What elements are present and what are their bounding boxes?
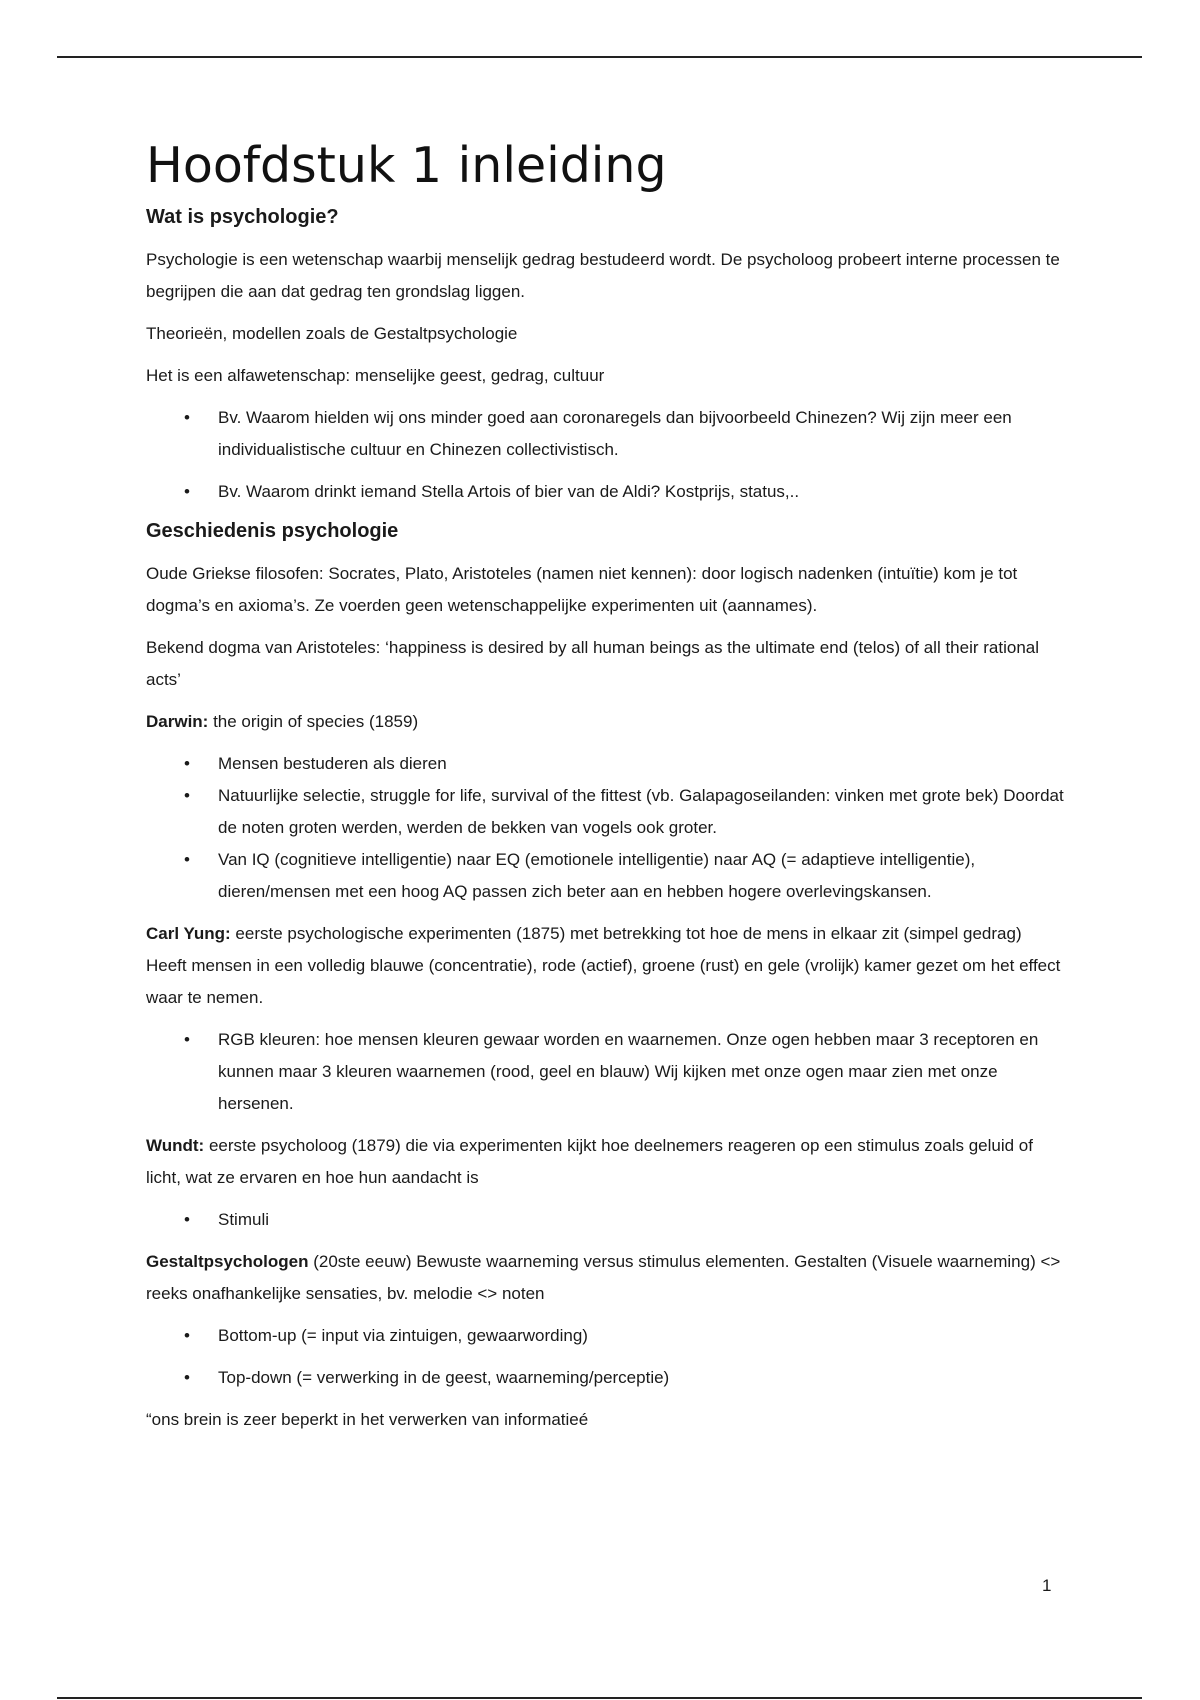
list-item: • Bottom-up (= input via zintuigen, gewaarwording) — [146, 1320, 1066, 1352]
bullet-icon: • — [184, 1210, 190, 1230]
page-title: Hoofdstuk 1 inleiding — [146, 137, 667, 194]
wundt-label: Wundt: — [146, 1136, 205, 1156]
gestalt-paragraph: Gestaltpsychologen (20ste eeuw) Bewuste waarneming versus stimulus elementen. Gestalten (Visuele waarneming) <> reeks onafhankelijke sensaties, bv. melodie <> noten — [146, 1252, 1061, 1304]
list-item: • Mensen bestuderen als dieren — [146, 748, 1066, 780]
document-body — [146, 138, 1066, 1446]
yung-label: Carl Yung: — [146, 924, 231, 944]
bullet-list — [146, 1320, 1066, 1394]
list-item: • Van IQ (cognitieve intelligentie) naar EQ (emotionele intelligentie) naar AQ (= adaptieve intelligentie), dieren/mensen met een hoog AQ passen zich beter aan en hebben hogere overlevingskansen. — [146, 844, 1066, 908]
bullet-icon: • — [184, 1368, 190, 1388]
list-item: • Stimuli — [146, 1204, 1066, 1236]
paragraph: Oude Griekse filosofen: Socrates, Plato, Aristoteles (namen niet kennen): door logisch nadenken (intuïtie) kom je tot dogma’s en axioma’s. Ze voerden geen wetenschappelijke experimenten uit (aannames). — [146, 564, 1018, 616]
bullet-list — [146, 1204, 1066, 1236]
bullet-icon: • — [184, 1030, 190, 1050]
paragraph: Theorieën, modellen zoals de Gestaltpsychologie — [146, 324, 518, 344]
header-rule — [57, 56, 1142, 58]
yung-paragraph: Carl Yung: eerste psychologische experimenten (1875) met betrekking tot hoe de mens in elkaar zit (simpel gedrag) Heeft mensen in een volledig blauwe (concentratie), rode (actief), groene (rust) en gele (vrolijk) kamer gezet om het effect waar te nemen. — [146, 924, 1061, 1008]
quote-paragraph: “ons brein is zeer beperkt in het verwerken van informatieé — [146, 1410, 589, 1430]
bullet-list — [146, 1024, 1066, 1120]
footer-rule — [57, 1697, 1142, 1699]
section-heading-history: Geschiedenis psychologie — [146, 520, 399, 543]
bullet-icon: • — [184, 482, 190, 502]
paragraph: Bekend dogma van Aristoteles: ‘happiness is desired by all human beings as the ultimate end (telos) of all their rational acts’ — [146, 638, 1040, 690]
list-item: • Natuurlijke selectie, struggle for life, survival of the fittest (vb. Galapagoseilanden: vinken met grote bek) Doordat de noten groten werden, werden de bekken van vogels ook groter. — [146, 780, 1066, 844]
darwin-paragraph: Darwin: the origin of species (1859) — [146, 712, 419, 732]
list-item: • Top-down (= verwerking in de geest, waarneming/perceptie) — [146, 1362, 1066, 1394]
bullet-list — [146, 748, 1066, 908]
section-heading-what-is-psychology: Wat is psychologie? — [146, 206, 339, 229]
bullet-icon: • — [184, 408, 190, 428]
bullet-icon: • — [184, 850, 190, 870]
bullet-icon: • — [184, 1326, 190, 1346]
bullet-icon: • — [184, 754, 190, 774]
gestalt-label: Gestaltpsychologen — [146, 1252, 309, 1272]
list-item: • RGB kleuren: hoe mensen kleuren gewaar worden en waarnemen. Onze ogen hebben maar 3 receptoren en kunnen maar 3 kleuren waarnemen (rood, geel en blauw) Wij kijken met onze ogen maar zien met onze hersenen. — [146, 1024, 1066, 1120]
wundt-paragraph: Wundt: eerste psycholoog (1879) die via experimenten kijkt hoe deelnemers reageren op een stimulus zoals geluid of licht, wat ze ervaren en hoe hun aandacht is — [146, 1136, 1033, 1188]
paragraph: Het is een alfawetenschap: menselijke geest, gedrag, cultuur — [146, 366, 605, 386]
bullet-icon: • — [184, 786, 190, 806]
paragraph: Psychologie is een wetenschap waarbij menselijk gedrag bestudeerd wordt. De psycholoog probeert interne processen te begrijpen die aan dat gedrag ten grondslag liggen. — [146, 250, 1060, 302]
darwin-label: Darwin: — [146, 712, 209, 732]
list-item: • Bv. Waarom hielden wij ons minder goed aan coronaregels dan bijvoorbeeld Chinezen? Wij zijn meer een individualistische cultuur en Chinezen collectivistisch. — [146, 402, 1066, 466]
page-number: 1 — [1042, 1576, 1052, 1595]
list-item: • Bv. Waarom drinkt iemand Stella Artois of bier van de Aldi? Kostprijs, status,.. — [146, 476, 1066, 508]
bullet-list — [146, 402, 1066, 508]
